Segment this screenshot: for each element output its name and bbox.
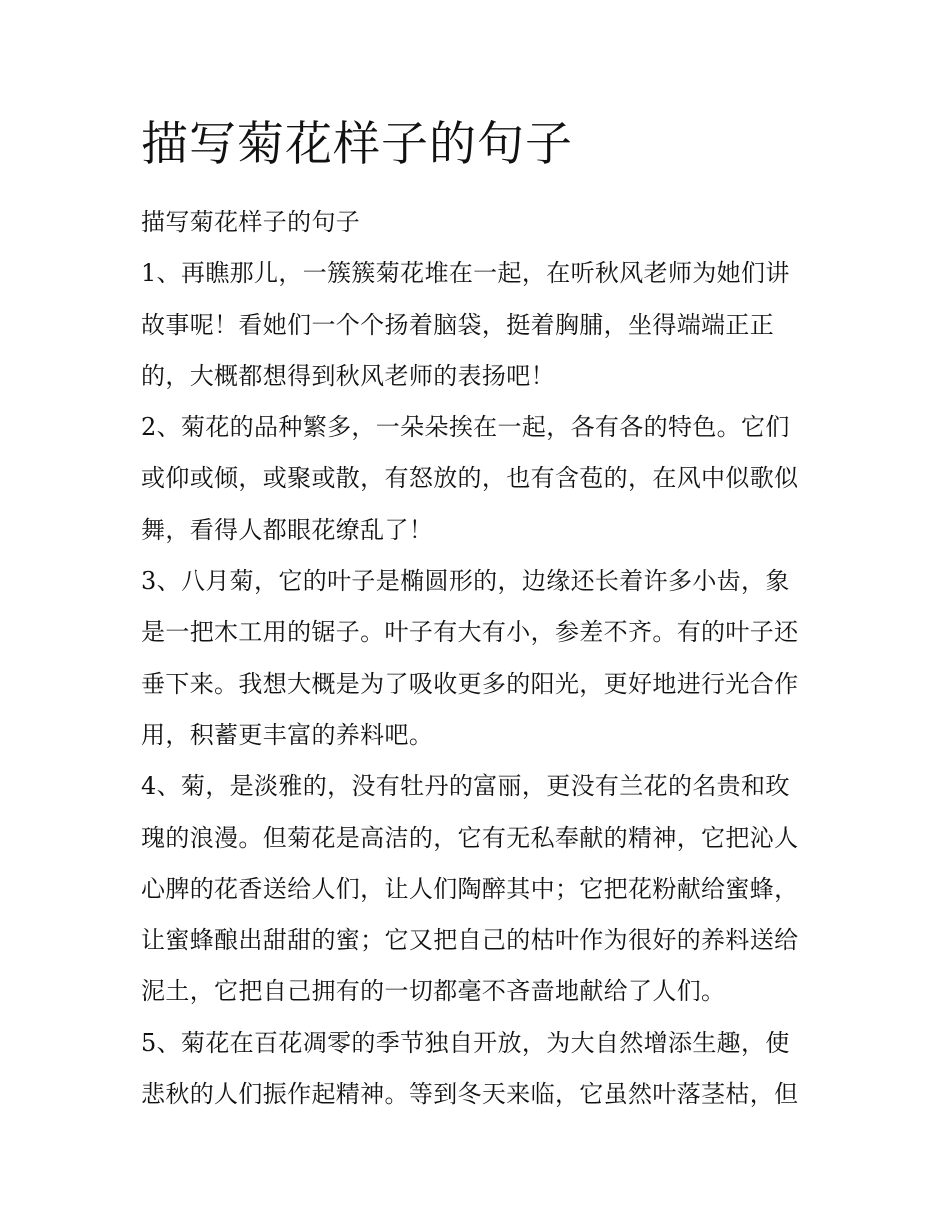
text-line: 悲秋的人们振作起精神。等到冬天来临，它虽然叶落茎枯，但	[141, 1080, 799, 1109]
text-line: 故事呢！看她们一个个扬着脑袋，挺着胸脯，坐得端端正正	[141, 310, 775, 339]
text-line: 3、八月菊，它的叶子是椭圆形的，边缘还长着许多小齿，象	[141, 567, 790, 596]
document-body	[141, 197, 831, 1120]
text-line: 1、再瞧那儿，一簇簇菊花堆在一起，在听秋风老师为她们讲	[141, 259, 790, 288]
document-title: 描写菊花样子的句子	[141, 117, 573, 172]
text-line: 泥土，它把自己拥有的一切都毫不吝啬地献给了人们。	[141, 977, 726, 1006]
text-line: 5、菊花在百花凋零的季节独自开放，为大自然增添生趣，使	[141, 1028, 790, 1057]
text-line: 舞，看得人都眼花缭乱了！	[141, 515, 434, 544]
text-line: 的，大概都想得到秋风老师的表扬吧！	[141, 361, 555, 390]
text-line: 或仰或倾，或聚或散，有怒放的，也有含苞的，在风中似歌似	[141, 464, 799, 493]
text-line: 瑰的浪漫。但菊花是高洁的，它有无私奉献的精神，它把沁人	[141, 823, 799, 852]
text-line: 垂下来。我想大概是为了吸收更多的阳光，更好地进行光合作	[141, 669, 799, 698]
text-line: 心脾的花香送给人们，让人们陶醉其中；它把花粉献给蜜蜂，	[141, 874, 799, 903]
text-line: 让蜜蜂酿出甜甜的蜜；它又把自己的枯叶作为很好的养料送给	[141, 926, 799, 955]
text-line: 4、菊，是淡雅的，没有牡丹的富丽，更没有兰花的名贵和玫	[141, 772, 790, 801]
text-line: 用，积蓄更丰富的养料吧。	[141, 720, 434, 749]
subtitle-line: 描写菊花样子的句子	[141, 208, 361, 236]
text-line: 是一把木工用的锯子。叶子有大有小，参差不齐。有的叶子还	[141, 618, 799, 647]
text-line: 2、菊花的品种繁多，一朵朵挨在一起，各有各的特色。它们	[141, 413, 790, 442]
